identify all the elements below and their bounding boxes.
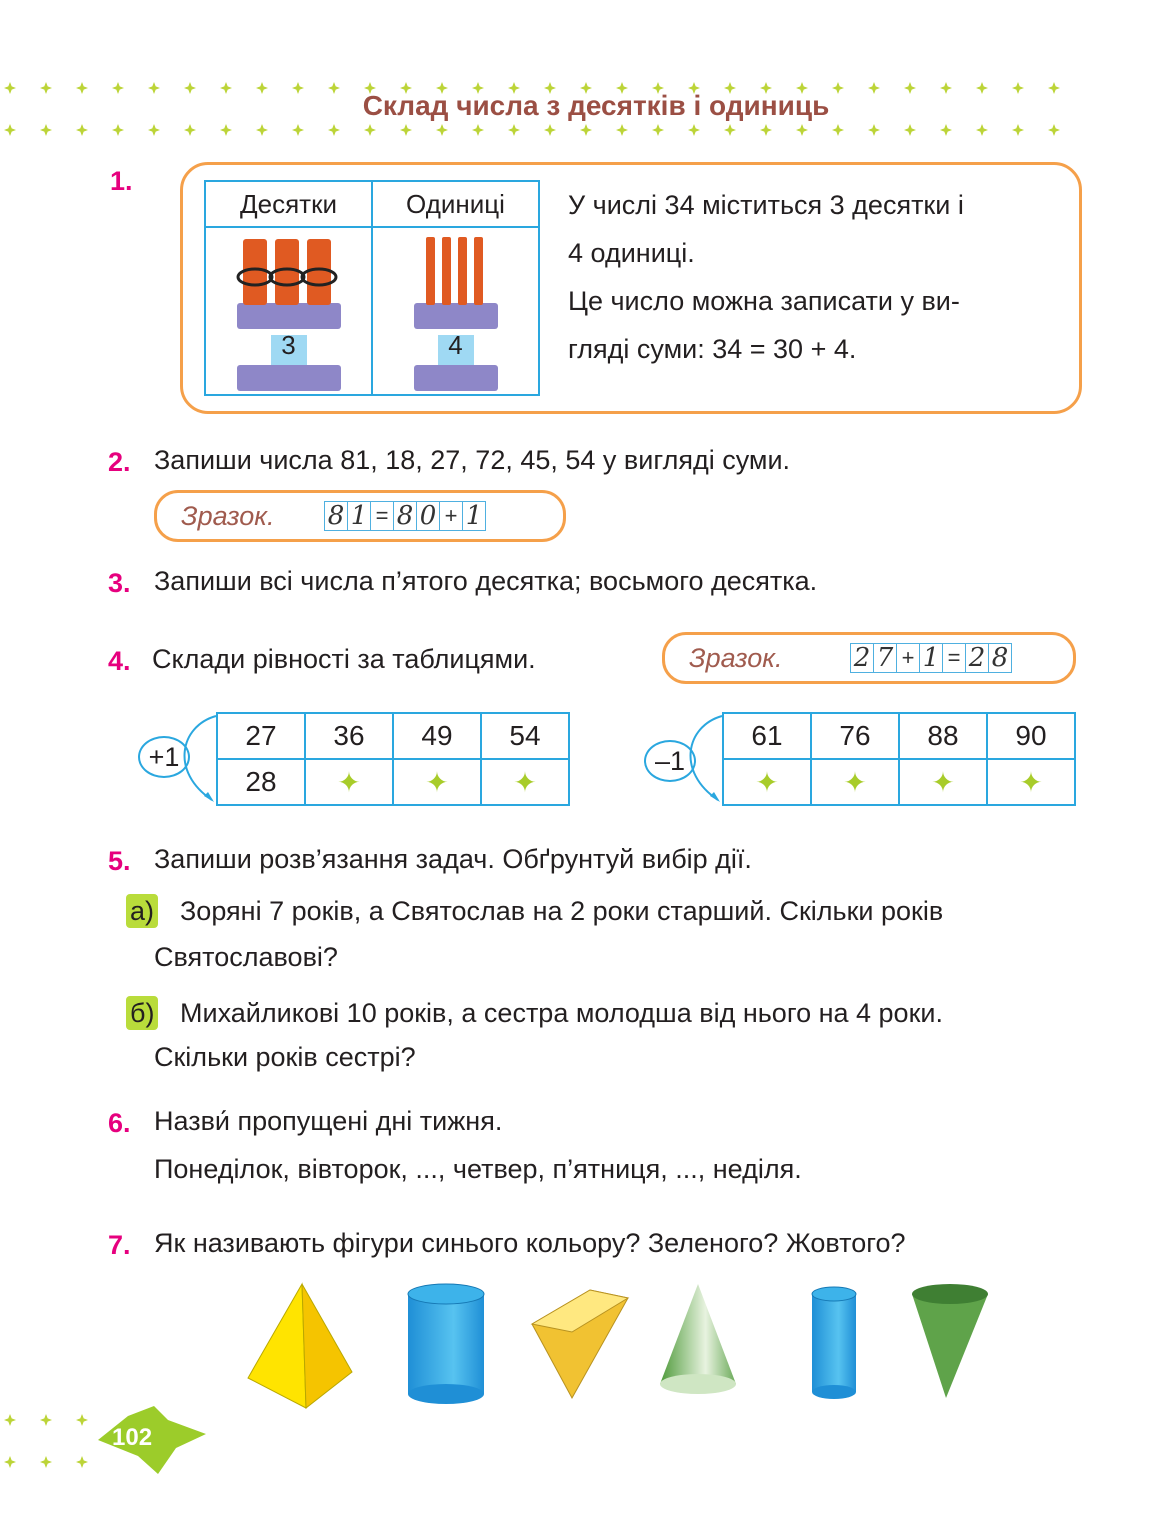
task-number: 6. bbox=[108, 1108, 131, 1138]
sample-cell: 7 bbox=[873, 643, 897, 673]
task4-text: Склади рівності за таблицями. bbox=[152, 644, 536, 674]
subtask-label-a: а) bbox=[126, 894, 158, 928]
table-cell: 27 bbox=[217, 713, 305, 759]
table-cell: 36 bbox=[305, 713, 393, 759]
star-icon: ✦ bbox=[481, 759, 569, 805]
star-decoration-icon bbox=[328, 124, 340, 136]
tens-bundles-illustration bbox=[229, 231, 349, 391]
inverted-cone-shape bbox=[912, 1284, 988, 1398]
star-icon: ✦ bbox=[899, 759, 987, 805]
task1-line-4: гляді суми: 34 = 30 + 4. bbox=[568, 334, 857, 364]
task3-text: Запиши всі числа п’ятого десятка; восьмого десятка. bbox=[154, 566, 818, 596]
task6-line-2: Понеділок, вівторок, ..., четвер, п’ятниця, ..., неділя. bbox=[154, 1154, 802, 1184]
star-icon: ✦ bbox=[987, 759, 1075, 805]
table-cell: 54 bbox=[481, 713, 569, 759]
cylinder-shape bbox=[408, 1284, 484, 1404]
star-decoration-icon bbox=[40, 1456, 52, 1468]
pyramid-shape bbox=[248, 1284, 352, 1408]
number-table-plus bbox=[216, 712, 570, 806]
page-number: 102 bbox=[112, 1424, 153, 1451]
star-decoration-icon bbox=[472, 124, 484, 136]
star-decoration-icon bbox=[508, 124, 520, 136]
star-decoration-icon bbox=[76, 1414, 88, 1426]
star-decoration-icon bbox=[364, 124, 376, 136]
operation-label: +1 bbox=[138, 736, 190, 778]
task-number: 2. bbox=[108, 447, 131, 477]
table-cell: 76 bbox=[811, 713, 899, 759]
star-decoration-icon bbox=[76, 1456, 88, 1468]
star-decoration-icon bbox=[796, 124, 808, 136]
star-decoration-icon bbox=[256, 124, 268, 136]
star-decoration-icon bbox=[184, 124, 196, 136]
star-decoration-icon bbox=[1048, 124, 1060, 136]
sample-label: Зразок. bbox=[689, 643, 783, 673]
sample-cell: 1 bbox=[919, 643, 943, 673]
star-decoration-icon bbox=[112, 124, 124, 136]
star-decoration-icon bbox=[832, 124, 844, 136]
units-header: Одиниці bbox=[372, 181, 539, 227]
task-number: 1. bbox=[110, 166, 133, 196]
small-cylinder-shape bbox=[812, 1287, 856, 1399]
star-icon: ✦ bbox=[811, 759, 899, 805]
task2-text: Запиши числа 81, 18, 27, 72, 45, 54 у вигляді суми. bbox=[154, 445, 791, 475]
table-cell: 88 bbox=[899, 713, 987, 759]
task-number: 3. bbox=[108, 568, 131, 598]
star-decoration-icon bbox=[400, 124, 412, 136]
star-decoration-icon bbox=[76, 124, 88, 136]
place-value-table bbox=[204, 180, 540, 396]
task-number: 5. bbox=[108, 846, 131, 876]
sample-cell: 1 bbox=[347, 501, 371, 531]
units-value: 4 bbox=[448, 330, 463, 360]
shapes-illustration bbox=[240, 1280, 1100, 1410]
star-decoration-icon bbox=[616, 124, 628, 136]
sample-cell: + bbox=[439, 501, 463, 531]
number-table-minus bbox=[722, 712, 1076, 806]
subtask-label-b: б) bbox=[126, 996, 158, 1030]
star-decoration-icon bbox=[4, 124, 16, 136]
star-decoration-icon bbox=[544, 124, 556, 136]
task1-line-2: 4 одиниці. bbox=[568, 238, 695, 268]
task5b-line-2: Скільки років сестрі? bbox=[154, 1042, 416, 1072]
sample-cells bbox=[851, 643, 1012, 673]
sample-cell: 2 bbox=[850, 643, 874, 673]
task5-text: Запиши розв’язання задач. Обґрунтуй вибір дії. bbox=[154, 844, 752, 874]
star-decoration-icon bbox=[220, 124, 232, 136]
task5a-line-1: Зоряні 7 років, а Святослав на 2 роки старший. Скільки років bbox=[180, 896, 944, 926]
task5a-line-2: Святославові? bbox=[154, 942, 338, 972]
sample-cell: 1 bbox=[462, 501, 486, 531]
star-decoration-icon bbox=[40, 1414, 52, 1426]
star-decoration-icon bbox=[4, 1414, 16, 1426]
cone-shape bbox=[660, 1284, 736, 1394]
star-decoration-icon bbox=[148, 124, 160, 136]
sample-cell: = bbox=[370, 501, 394, 531]
star-decoration-icon bbox=[976, 124, 988, 136]
sample-box bbox=[662, 632, 1076, 684]
sample-cell: = bbox=[942, 643, 966, 673]
table-cell: 61 bbox=[723, 713, 811, 759]
star-decoration-icon bbox=[760, 124, 772, 136]
star-icon: ✦ bbox=[723, 759, 811, 805]
sample-cells bbox=[325, 501, 486, 531]
task-number: 7. bbox=[108, 1230, 131, 1260]
star-decoration-icon bbox=[724, 124, 736, 136]
task-number: 4. bbox=[108, 646, 131, 676]
table-cell: 28 bbox=[217, 759, 305, 805]
sample-cell: 8 bbox=[324, 501, 348, 531]
task1-line-1: У числі 34 міститься 3 десятки і bbox=[568, 190, 964, 220]
decorative-stars-bottom bbox=[0, 1412, 100, 1472]
task5b-line-1: Михайликові 10 років, а сестра молодша від нього на 4 роки. bbox=[180, 998, 943, 1028]
sample-cell: + bbox=[896, 643, 920, 673]
task6-text: Назви́ пропущені дні тижня. bbox=[154, 1106, 503, 1136]
star-decoration-icon bbox=[436, 124, 448, 136]
star-decoration-icon bbox=[904, 124, 916, 136]
table-cell: 49 bbox=[393, 713, 481, 759]
prism-shape bbox=[532, 1290, 628, 1398]
sample-cell: 0 bbox=[416, 501, 440, 531]
tens-value: 3 bbox=[281, 330, 296, 360]
units-sticks-illustration bbox=[396, 231, 516, 391]
task1-line-3: Це число можна записати у ви- bbox=[568, 286, 960, 316]
table-cell: 90 bbox=[987, 713, 1075, 759]
tens-header: Десятки bbox=[205, 181, 372, 227]
sample-label: Зразок. bbox=[181, 501, 275, 531]
star-decoration-icon bbox=[580, 124, 592, 136]
star-decoration-icon bbox=[40, 124, 52, 136]
task7-text: Як називають фігури синього кольору? Зеленого? Жовтого? bbox=[154, 1228, 906, 1258]
page-title: Склад числа з десятків і одиниць bbox=[362, 90, 830, 121]
star-decoration-icon bbox=[940, 124, 952, 136]
star-decoration-icon bbox=[652, 124, 664, 136]
star-decoration-icon bbox=[4, 1456, 16, 1468]
star-icon: ✦ bbox=[305, 759, 393, 805]
sample-cell: 2 bbox=[965, 643, 989, 673]
star-icon: ✦ bbox=[393, 759, 481, 805]
operation-label: –1 bbox=[644, 740, 696, 782]
sample-cell: 8 bbox=[988, 643, 1012, 673]
star-decoration-icon bbox=[868, 124, 880, 136]
star-decoration-icon bbox=[292, 124, 304, 136]
star-decoration-icon bbox=[1012, 124, 1024, 136]
sample-cell: 8 bbox=[393, 501, 417, 531]
sample-box bbox=[154, 490, 566, 542]
star-decoration-icon bbox=[688, 124, 700, 136]
